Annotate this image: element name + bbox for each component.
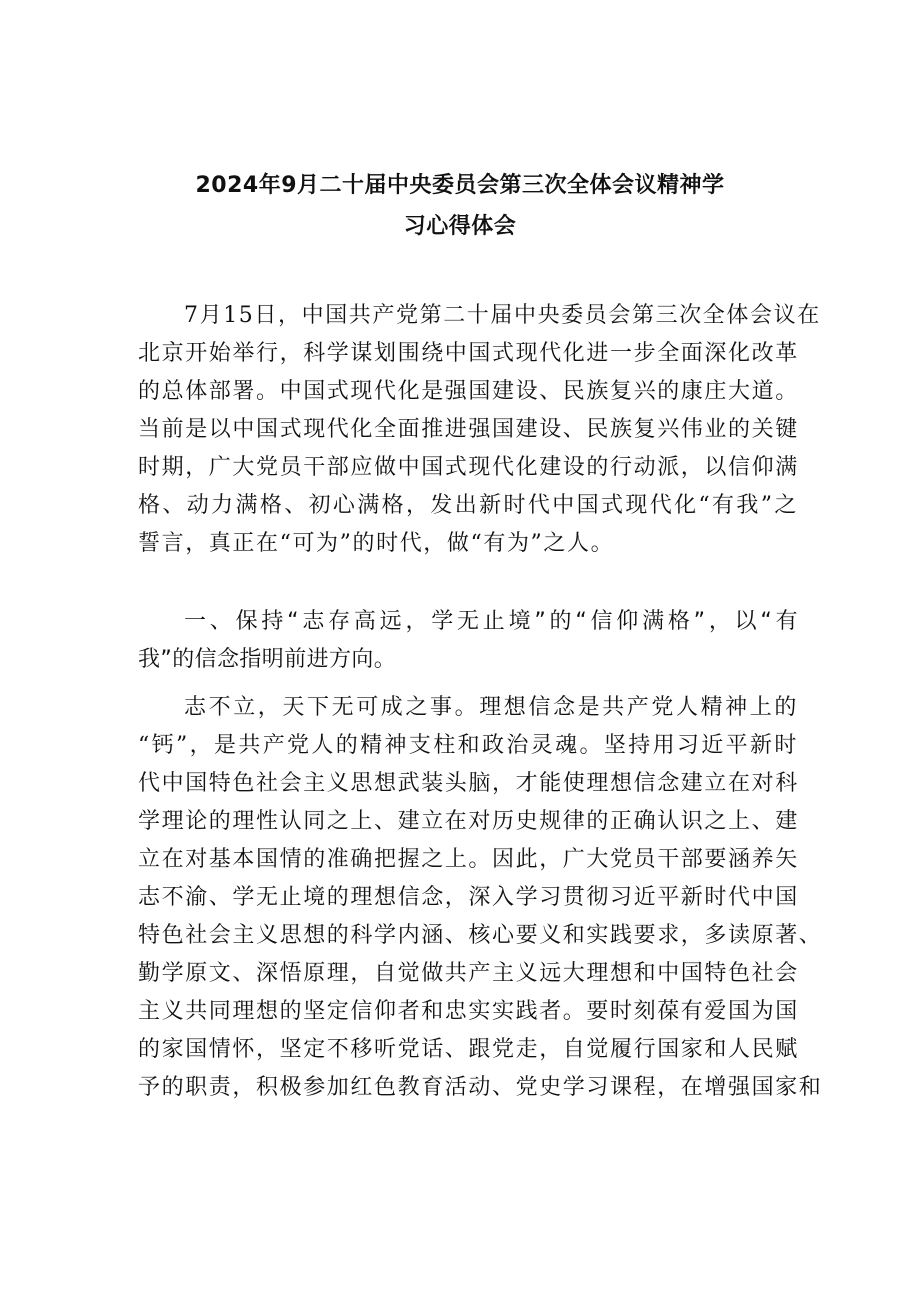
paragraph-line: 格、动力满格、初心满格，发出新时代中国式现代化“有我”之	[138, 493, 798, 518]
paragraph-line: 的家国情怀，坚定不移听党话、跟党走，自觉履行国家和人民赋	[138, 1037, 799, 1062]
paragraph-line: 当前是以中国式现代化全面推进强国建设、民族复兴伟业的关键	[138, 417, 799, 442]
heading-line: 我”的信念指明前进方向。	[138, 647, 397, 672]
paragraph-line: 学理论的理性认同之上、建立在对历史规律的正确认识之上、建	[138, 809, 799, 834]
paragraph-line: 予的职责，积极参加红色教育活动、党史学习课程，在增强国家和	[138, 1075, 823, 1100]
section-heading-1	[138, 603, 798, 679]
paragraph-line: 7月15日，中国共产党第二十届中央委员会第三次全体会议在	[184, 303, 821, 328]
paragraph-line: 誓言，真正在“可为”的时代，做“有为”之人。	[138, 531, 615, 556]
paragraph-line: 志不立，天下无可成之事。理想信念是共产党人精神上的	[184, 695, 798, 720]
paragraph-line: 的总体部署。中国式现代化是强国建设、民族复兴的康庄大道。	[138, 379, 799, 404]
paragraph-intro	[138, 297, 821, 563]
paragraph-line: 勤学原文、深悟原理，自觉做共产主义远大理想和中国特色社会	[138, 961, 799, 986]
heading-line: 一、保持“志存高远，学无止境”的“信仰满格”，以“有	[184, 609, 798, 634]
paragraph-line: 代中国特色社会主义思想武装头脑，才能使理想信念建立在对科	[138, 771, 799, 796]
document-title-line-1: 2024年9月二十届中央委员会第三次全体会议精神学	[195, 173, 725, 198]
paragraph-line: 特色社会主义思想的科学内涵、核心要义和实践要求，多读原著、	[138, 923, 823, 948]
paragraph-line: 时期，广大党员干部应做中国式现代化建设的行动派，以信仰满	[138, 455, 799, 480]
paragraph-line: 主义共同理想的坚定信仰者和忠实实践者。要时刻葆有爱国为国	[138, 999, 799, 1024]
paragraph-line: 志不渝、学无止境的理想信念，深入学习贯彻习近平新时代中国	[138, 885, 799, 910]
paragraph-line: 立在对基本国情的准确把握之上。因此，广大党员干部要涵养矢	[138, 847, 799, 872]
paragraph-line: 北京开始举行，科学谋划围绕中国式现代化进一步全面深化改革	[138, 341, 799, 366]
paragraph-line: “钙”，是共产党人的精神支柱和政治灵魂。坚持用习近平新时	[138, 733, 798, 758]
document-title-line-2: 习心得体会	[403, 214, 517, 239]
paragraph-section-1	[138, 689, 823, 1107]
